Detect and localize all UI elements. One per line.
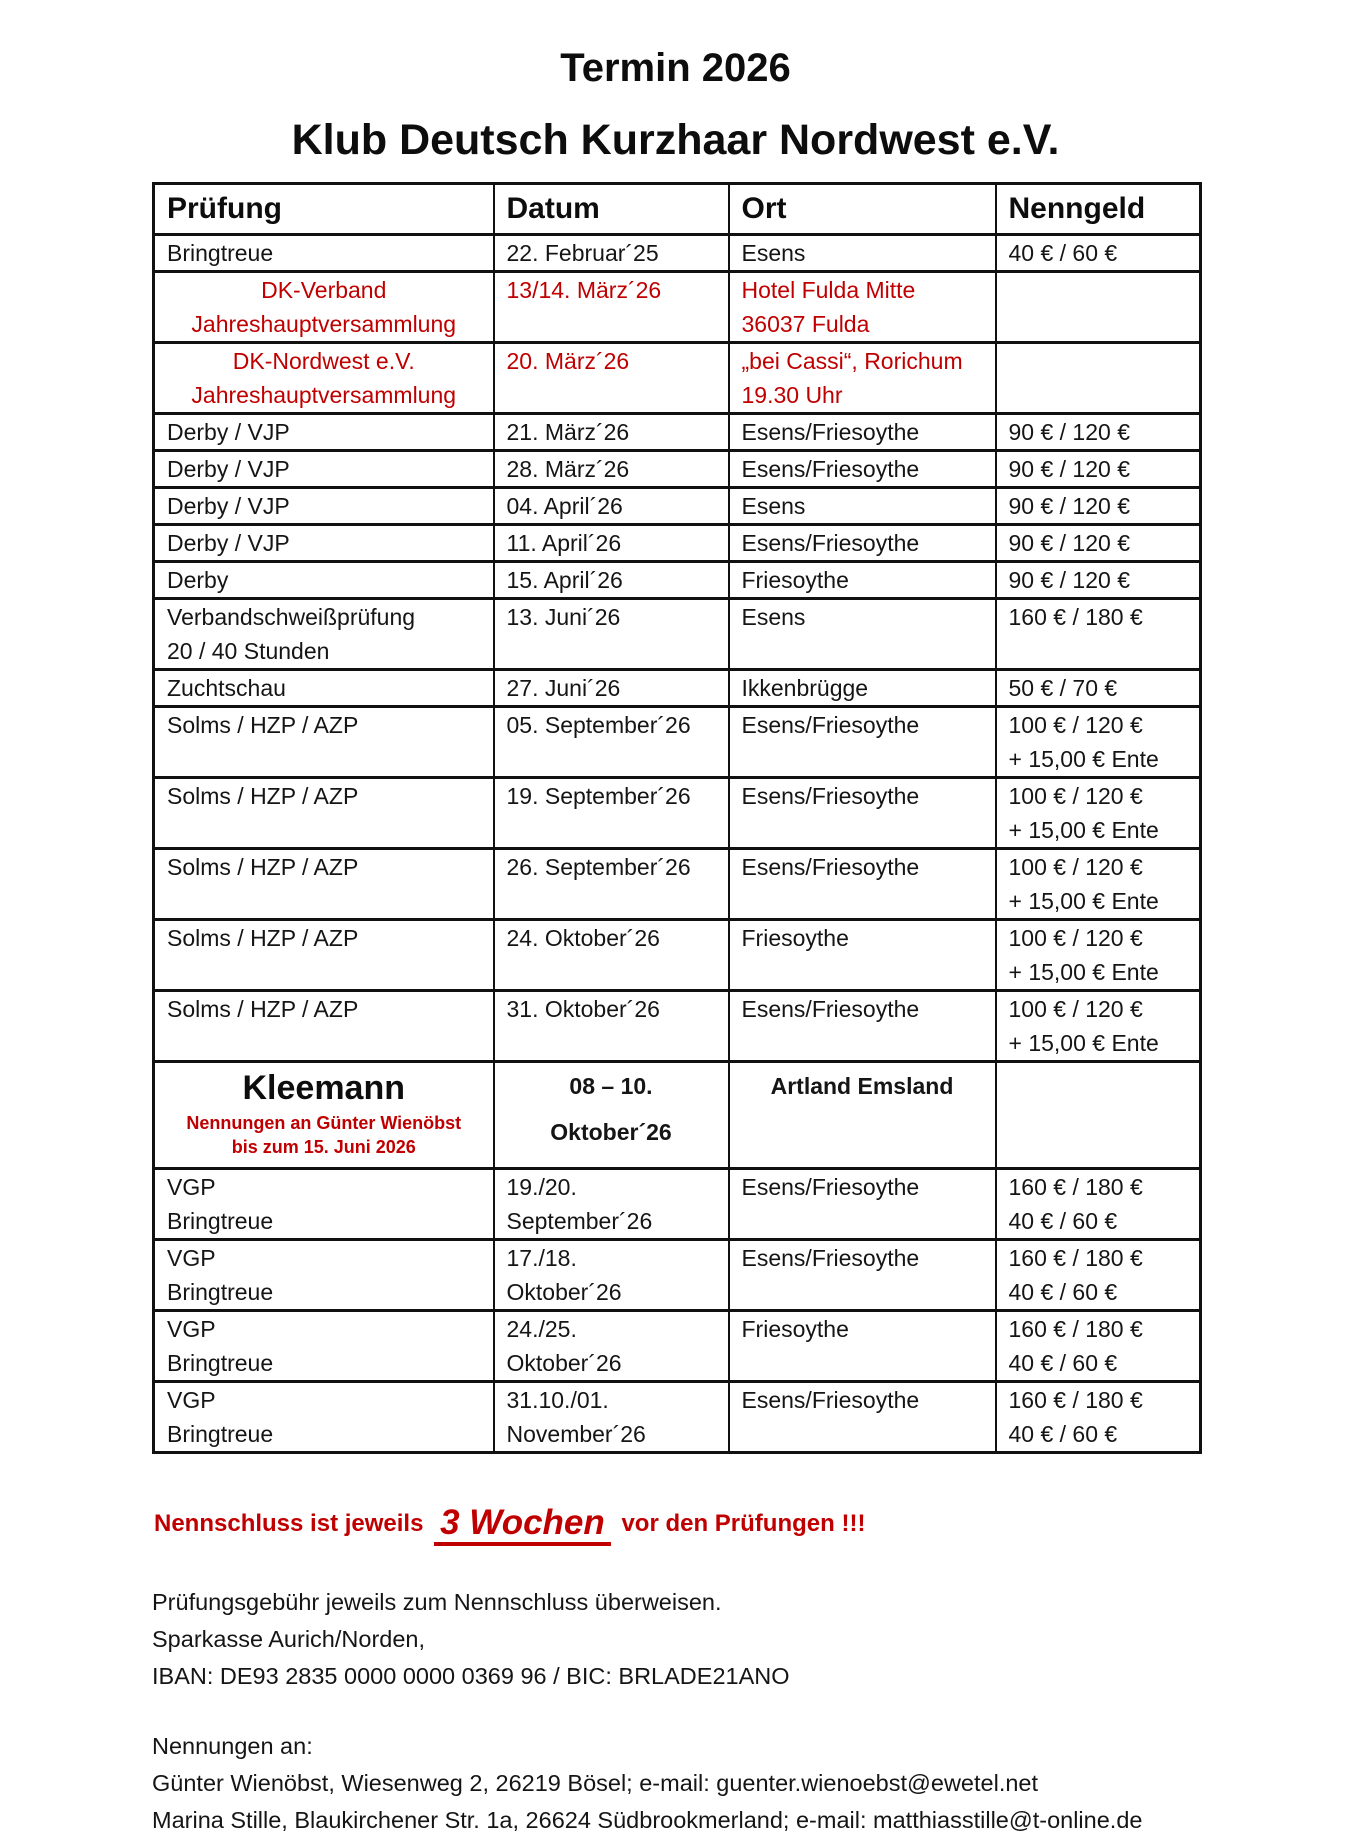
cell-nenngeld xyxy=(996,778,1201,849)
cell-line: Esens/Friesoythe xyxy=(741,419,920,445)
cell-line: 28. März´26 xyxy=(506,456,630,482)
payment-line: IBAN: DE93 2835 0000 0000 0369 96 / BIC: BRLADE21ANO xyxy=(152,1663,790,1689)
cell-line: + 15,00 € Ente xyxy=(1008,959,1159,985)
cell-pruefung xyxy=(154,849,494,920)
cell-line: Esens/Friesoythe xyxy=(741,1387,920,1413)
cell-pruefung xyxy=(154,1240,494,1311)
cell-line: 160 € / 180 € xyxy=(1008,1387,1143,1413)
cell-datum xyxy=(494,1311,729,1382)
cell-line: Derby / VJP xyxy=(167,456,290,482)
cell-pruefung xyxy=(154,272,494,343)
cell-nenngeld xyxy=(996,235,1201,272)
cell-line: Solms / HZP / AZP xyxy=(167,925,359,951)
table-row xyxy=(154,849,1201,920)
cell-line: Esens/Friesoythe xyxy=(741,1174,920,1200)
cell-line: 160 € / 180 € xyxy=(1008,1316,1143,1342)
cell-line: Oktober´26 xyxy=(506,1279,622,1305)
cell-line: 100 € / 120 € xyxy=(1008,783,1143,809)
cell-nenngeld xyxy=(996,525,1201,562)
table-row xyxy=(154,272,1201,343)
cell-line: Solms / HZP / AZP xyxy=(167,854,359,880)
deadline-notice-prefix: Nennschluss ist jeweils xyxy=(154,1510,431,1537)
contact-line: Marina Stille, Blaukirchener Str. 1a, 26624 Südbrookmerland; e-mail: matthiasstille@t-online.de xyxy=(152,1807,1143,1833)
cell-pruefung xyxy=(154,235,494,272)
schedule-table-body xyxy=(154,235,1201,1453)
cell-line: Jahreshauptversammlung xyxy=(191,311,457,337)
table-row xyxy=(154,562,1201,599)
cell-line: Hotel Fulda Mitte xyxy=(741,277,916,303)
cell-nenngeld xyxy=(996,272,1201,343)
cell-line: 17./18. xyxy=(506,1245,577,1271)
cell-line: 160 € / 180 € xyxy=(1008,604,1143,630)
cell-line: VGP xyxy=(167,1245,216,1271)
cell-pruefung xyxy=(154,343,494,414)
cell-line: Esens/Friesoythe xyxy=(741,783,920,809)
cell-line: 40 € / 60 € xyxy=(1008,240,1118,266)
table-row xyxy=(154,991,1201,1062)
column-header-nenngeld: Nenngeld xyxy=(996,184,1201,235)
cell-line: DK-Nordwest e.V. xyxy=(232,348,415,374)
cell-datum xyxy=(494,599,729,670)
cell-line: 15. April´26 xyxy=(506,567,623,593)
cell-datum xyxy=(494,1169,729,1240)
cell-pruefung xyxy=(154,778,494,849)
cell-line: 13/14. März´26 xyxy=(506,277,662,303)
cell-line: November´26 xyxy=(506,1421,646,1447)
cell-ort xyxy=(729,488,996,525)
cell-line: Ikkenbrügge xyxy=(741,675,869,701)
cell-line: 40 € / 60 € xyxy=(1008,1208,1118,1234)
cell-line: Derby xyxy=(167,567,229,593)
cell-pruefung xyxy=(154,488,494,525)
cell-line: Derby / VJP xyxy=(167,419,290,445)
cell-datum xyxy=(494,1240,729,1311)
table-row xyxy=(154,235,1201,272)
cell-line: 27. Juni´26 xyxy=(506,675,621,701)
cell-pruefung xyxy=(154,451,494,488)
cell-datum xyxy=(494,235,729,272)
schedule-table xyxy=(152,182,1202,1454)
cell-line: 04. April´26 xyxy=(506,493,623,519)
cell-datum xyxy=(494,488,729,525)
cell-datum xyxy=(494,272,729,343)
cell-line: Solms / HZP / AZP xyxy=(167,783,359,809)
cell-nenngeld xyxy=(996,451,1201,488)
column-header-ort: Ort xyxy=(729,184,996,235)
cell-line: Esens xyxy=(741,240,806,266)
table-row xyxy=(154,1382,1201,1453)
kleemann-note: Nennungen an Günter Wienöbst xyxy=(186,1113,462,1133)
cell-line: Oktober´26 xyxy=(550,1119,672,1145)
cell-line: DK-Verband xyxy=(261,277,387,303)
cell-line: Bringtreue xyxy=(167,1421,274,1447)
cell-nenngeld xyxy=(996,849,1201,920)
cell-line: 100 € / 120 € xyxy=(1008,996,1143,1022)
cell-ort xyxy=(729,525,996,562)
cell-datum xyxy=(494,920,729,991)
cell-line: Bringtreue xyxy=(167,1279,274,1305)
cell-ort xyxy=(729,1062,996,1169)
table-row xyxy=(154,1311,1201,1382)
cell-line: 08 – 10. xyxy=(569,1073,653,1099)
table-row xyxy=(154,1240,1201,1311)
cell-nenngeld xyxy=(996,1382,1201,1453)
header-row xyxy=(154,184,1201,235)
cell-ort xyxy=(729,670,996,707)
kleemann-note: bis zum 15. Juni 2026 xyxy=(231,1137,416,1157)
cell-ort xyxy=(729,849,996,920)
cell-nenngeld xyxy=(996,1169,1201,1240)
cell-datum xyxy=(494,451,729,488)
cell-line: September´26 xyxy=(506,1208,653,1234)
cell-nenngeld xyxy=(996,488,1201,525)
cell-line: 40 € / 60 € xyxy=(1008,1279,1118,1305)
cell-line: Artland Emsland xyxy=(770,1073,954,1099)
cell-line: VGP xyxy=(167,1387,216,1413)
table-row xyxy=(154,1169,1201,1240)
table-row xyxy=(154,488,1201,525)
cell-line: Esens xyxy=(741,604,806,630)
cell-datum xyxy=(494,343,729,414)
cell-ort xyxy=(729,778,996,849)
deadline-notice xyxy=(154,1504,1199,1546)
cell-line: + 15,00 € Ente xyxy=(1008,1030,1159,1056)
cell-nenngeld xyxy=(996,1240,1201,1311)
cell-line: VGP xyxy=(167,1174,216,1200)
cell-ort xyxy=(729,1311,996,1382)
cell-nenngeld xyxy=(996,991,1201,1062)
cell-line: Bringtreue xyxy=(167,1350,274,1376)
cell-pruefung xyxy=(154,599,494,670)
cell-line: 160 € / 180 € xyxy=(1008,1245,1143,1271)
cell-line: 11. April´26 xyxy=(506,530,622,556)
cell-line: Esens/Friesoythe xyxy=(741,530,920,556)
cell-line: 36037 Fulda xyxy=(741,311,870,337)
cell-nenngeld xyxy=(996,562,1201,599)
cell-line: 160 € / 180 € xyxy=(1008,1174,1143,1200)
cell-line: Verbandschweißprüfung xyxy=(167,604,416,630)
table-row xyxy=(154,920,1201,991)
cell-line: 31. Oktober´26 xyxy=(506,996,660,1022)
cell-line: Esens/Friesoythe xyxy=(741,712,920,738)
table-row xyxy=(154,525,1201,562)
column-header-datum: Datum xyxy=(494,184,729,235)
cell-ort xyxy=(729,272,996,343)
cell-line: Esens/Friesoythe xyxy=(741,456,920,482)
cell-line: Friesoythe xyxy=(741,925,849,951)
payment-line: Prüfungsgebühr jeweils zum Nennschluss überweisen. xyxy=(152,1589,722,1615)
cell-line: 40 € / 60 € xyxy=(1008,1350,1118,1376)
table-row xyxy=(154,1062,1201,1169)
cell-line: 13. Juni´26 xyxy=(506,604,621,630)
cell-line: Zuchtschau xyxy=(167,675,286,701)
contact-line: Günter Wienöbst, Wiesenweg 2, 26219 Bösel; e-mail: guenter.wienoebst@ewetel.net xyxy=(152,1770,1039,1796)
cell-line: Oktober´26 xyxy=(506,1350,622,1376)
cell-pruefung xyxy=(154,670,494,707)
cell-pruefung xyxy=(154,1382,494,1453)
cell-nenngeld xyxy=(996,920,1201,991)
cell-pruefung xyxy=(154,525,494,562)
cell-line: Jahreshauptversammlung xyxy=(191,382,457,408)
cell-ort xyxy=(729,920,996,991)
cell-line: VGP xyxy=(167,1316,216,1342)
table-row xyxy=(154,343,1201,414)
document-content xyxy=(152,0,1199,1839)
cell-pruefung xyxy=(154,1062,494,1169)
cell-line: 05. September´26 xyxy=(506,712,691,738)
payment-line: Sparkasse Aurich/Norden, xyxy=(152,1626,426,1652)
deadline-notice-suffix: vor den Prüfungen !!! xyxy=(614,1510,866,1537)
cell-line: Friesoythe xyxy=(741,1316,849,1342)
cell-datum xyxy=(494,414,729,451)
cell-line: Friesoythe xyxy=(741,567,849,593)
cell-nenngeld xyxy=(996,599,1201,670)
cell-line: 24. Oktober´26 xyxy=(506,925,660,951)
cell-pruefung xyxy=(154,1169,494,1240)
cell-datum xyxy=(494,525,729,562)
table-row xyxy=(154,778,1201,849)
cell-line: Solms / HZP / AZP xyxy=(167,996,359,1022)
cell-line: Bringtreue xyxy=(167,240,274,266)
cell-line: Derby / VJP xyxy=(167,493,290,519)
cell-line: Esens xyxy=(741,493,806,519)
cell-line: 19./20. xyxy=(506,1174,577,1200)
cell-nenngeld xyxy=(996,707,1201,778)
cell-ort xyxy=(729,414,996,451)
table-row xyxy=(154,599,1201,670)
cell-line: 26. September´26 xyxy=(506,854,691,880)
table-row xyxy=(154,414,1201,451)
cell-line: „bei Cassi“, Rorichum xyxy=(741,348,963,374)
cell-nenngeld xyxy=(996,670,1201,707)
cell-line: Esens/Friesoythe xyxy=(741,1245,920,1271)
cell-datum xyxy=(494,707,729,778)
cell-ort xyxy=(729,343,996,414)
cell-nenngeld xyxy=(996,1311,1201,1382)
cell-line: 90 € / 120 € xyxy=(1008,419,1130,445)
page-subtitle: Klub Deutsch Kurzhaar Nordwest e.V. xyxy=(291,116,1060,164)
contact-heading: Nennungen an: xyxy=(152,1733,313,1759)
cell-pruefung xyxy=(154,991,494,1062)
cell-line: 100 € / 120 € xyxy=(1008,854,1143,880)
cell-nenngeld xyxy=(996,343,1201,414)
cell-ort xyxy=(729,1240,996,1311)
cell-line: 100 € / 120 € xyxy=(1008,925,1143,951)
schedule-table-head xyxy=(154,184,1201,235)
cell-line: 90 € / 120 € xyxy=(1008,567,1130,593)
cell-line: 24./25. xyxy=(506,1316,577,1342)
table-row xyxy=(154,451,1201,488)
cell-ort xyxy=(729,562,996,599)
column-header-pruefung: Prüfung xyxy=(154,184,494,235)
cell-ort xyxy=(729,451,996,488)
cell-line: 50 € / 70 € xyxy=(1008,675,1118,701)
cell-datum xyxy=(494,778,729,849)
kleemann-title: Kleemann xyxy=(242,1069,405,1107)
cell-line: 90 € / 120 € xyxy=(1008,530,1130,556)
cell-line: 20. März´26 xyxy=(506,348,630,374)
footer xyxy=(152,1584,1199,1839)
page-title: Termin 2026 xyxy=(560,46,791,90)
cell-nenngeld xyxy=(996,414,1201,451)
cell-pruefung xyxy=(154,707,494,778)
cell-line: Derby / VJP xyxy=(167,530,290,556)
cell-line: Bringtreue xyxy=(167,1208,274,1234)
cell-line: 21. März´26 xyxy=(506,419,630,445)
cell-line: Esens/Friesoythe xyxy=(741,996,920,1022)
cell-line: Esens/Friesoythe xyxy=(741,854,920,880)
cell-datum xyxy=(494,562,729,599)
cell-pruefung xyxy=(154,562,494,599)
cell-line: 31.10./01. xyxy=(506,1387,609,1413)
cell-datum xyxy=(494,1062,729,1169)
table-row xyxy=(154,670,1201,707)
cell-datum xyxy=(494,1382,729,1453)
cell-pruefung xyxy=(154,920,494,991)
cell-line: Solms / HZP / AZP xyxy=(167,712,359,738)
cell-datum xyxy=(494,670,729,707)
cell-ort xyxy=(729,599,996,670)
cell-ort xyxy=(729,707,996,778)
cell-line: 19.30 Uhr xyxy=(741,382,843,408)
cell-datum xyxy=(494,991,729,1062)
cell-ort xyxy=(729,1382,996,1453)
cell-pruefung xyxy=(154,414,494,451)
cell-line: + 15,00 € Ente xyxy=(1008,817,1159,843)
cell-line: 20 / 40 Stunden xyxy=(167,638,330,664)
cell-datum xyxy=(494,849,729,920)
cell-line: 19. September´26 xyxy=(506,783,691,809)
cell-line: 40 € / 60 € xyxy=(1008,1421,1118,1447)
cell-nenngeld xyxy=(996,1062,1201,1169)
cell-line: 90 € / 120 € xyxy=(1008,493,1130,519)
cell-pruefung xyxy=(154,1311,494,1382)
cell-ort xyxy=(729,991,996,1062)
cell-ort xyxy=(729,235,996,272)
deadline-notice-highlight: 3 Wochen xyxy=(434,1505,611,1546)
cell-line: 22. Februar´25 xyxy=(506,240,659,266)
table-row xyxy=(154,707,1201,778)
cell-line: 100 € / 120 € xyxy=(1008,712,1143,738)
cell-ort xyxy=(729,1169,996,1240)
cell-line: + 15,00 € Ente xyxy=(1008,888,1159,914)
cell-line: 90 € / 120 € xyxy=(1008,456,1130,482)
cell-line: + 15,00 € Ente xyxy=(1008,746,1159,772)
